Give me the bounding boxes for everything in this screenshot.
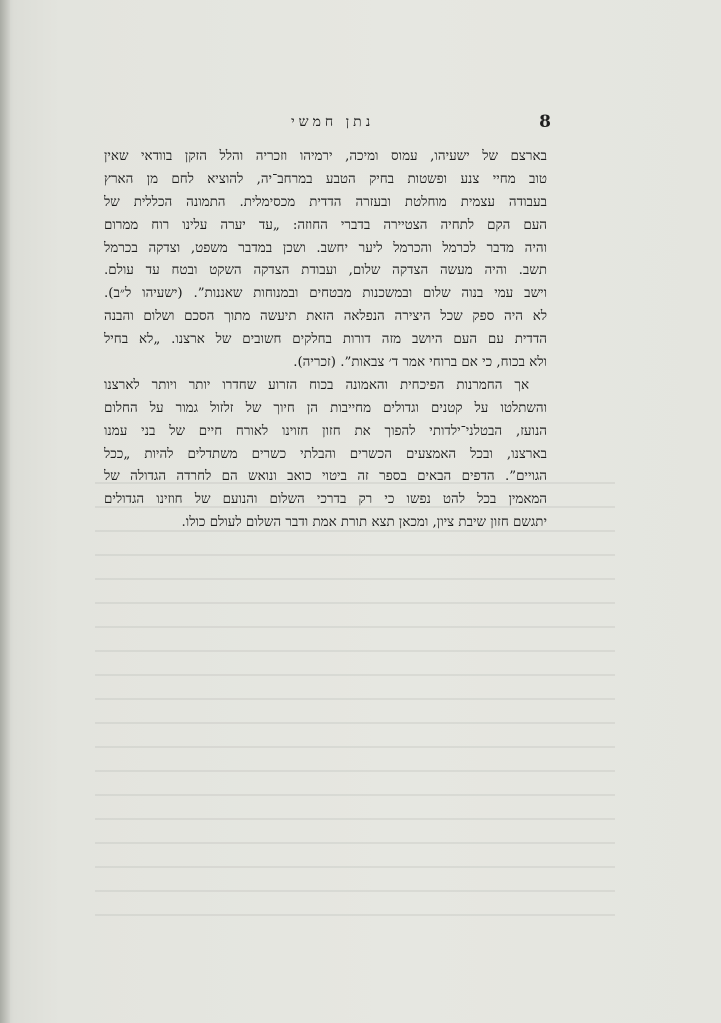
- text-line: הגויים”. הדפים הבאים בספר זה ביטוי כואב ונואש הם לחרדה הגדולה של: [104, 469, 547, 485]
- text-line: תשב. והיה מעשה הצדקה שלום, ועבודת הצדקה השקט ובטח עד עולם.: [104, 263, 547, 279]
- body-text: [104, 146, 547, 535]
- text-line: אך החמרנות הפיכחית והאמונה בכוח הזרוע שחדרו יותר ויותר לארצנו: [104, 377, 529, 393]
- spine-shadow: [0, 0, 10, 1023]
- running-header: [96, 112, 551, 136]
- page-number: 8: [539, 112, 551, 132]
- text-line: לא היה ספק שכל היצירה הנפלאה הזאת תיעשה מתוך הסכם ושלום והבנה: [104, 309, 547, 325]
- text-line: יתגשם חזון שיבת ציון, ומכאן תצא תורת אמת ודבר השלום לעולם כולו.: [181, 515, 547, 531]
- text-line: הנועז, הבטלני־ילדותי להפוך את חזון חזוינו לאורח חיים של בני עמנו: [104, 423, 547, 439]
- text-line: בארצנו, ובכל האמצעים הכשרים והבלתי כשרים משתדלים להיות „ככל: [104, 446, 547, 462]
- running-header-title: נתן חמשי: [291, 114, 375, 130]
- text-line: בארצם של ישעיהו, עמוס ומיכה, ירמיהו וזכריה והלל הזקן בוודאי שאין: [104, 149, 547, 164]
- text-line: ולא בכוח, כי אם ברוחי אמר ד׳ צבאות”. (זכריה).: [293, 355, 547, 371]
- text-line: העם הקם לתחיה הצטיירה בדברי החוזה: „עד יערה עלינו רוח ממרום: [104, 217, 547, 233]
- text-line: טוב מחיי צנע ופשטות בחיק הטבע במרחב־יה, להוציא לחם מן הארץ: [104, 171, 547, 187]
- text-line: הדדית עם העם היושב מזה דורות בחלקים חשובים של ארצנו. „לא בחיל: [104, 332, 547, 348]
- text-line: והיה מדבר לכרמל והכרמל ליער יחשב. ושכן במדבר משפט, וצדקה בכרמל: [104, 240, 547, 256]
- text-line: המאמין בכל להט נפשו כי רק בדרכי השלום והנועם של חוזינו הגדולים: [104, 492, 547, 508]
- text-line: בעבודה עצמית מוחלטת ובעזרה הדדית מכסימלית. התמונה הכללית של: [104, 194, 547, 210]
- text-line: וישב עמי בנוה שלום ובמשכנות מבטחים ובמנוחות שאננות”. (ישעיהו ל״ב).: [104, 286, 547, 302]
- text-line: והשתלטו על קטנים וגדולים מחייבות הן חיוך של זלזול גמור על החלום: [104, 400, 547, 416]
- reverse-side-bleed-through: [95, 470, 615, 930]
